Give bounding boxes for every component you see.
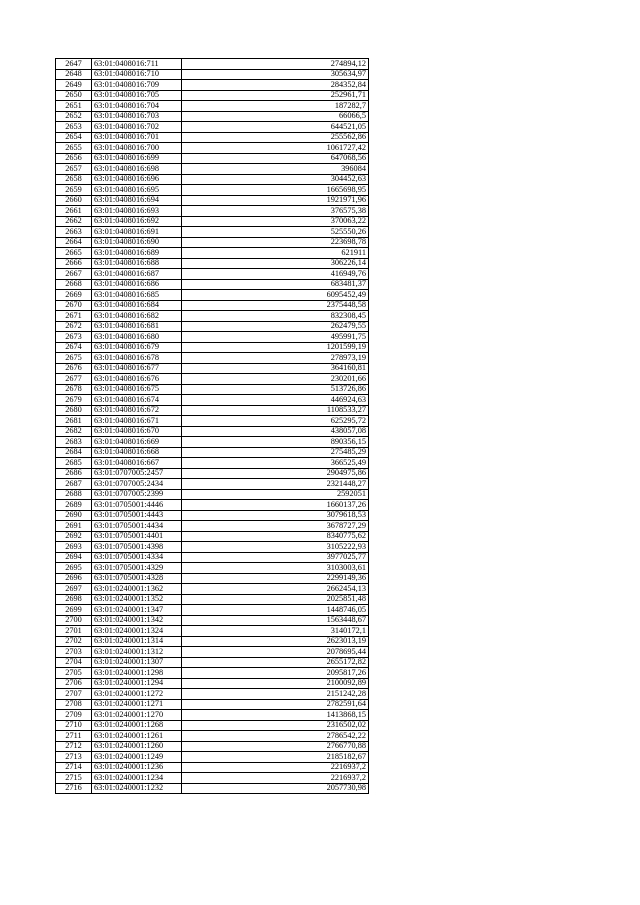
value-cell: 2592051 <box>182 489 369 500</box>
row-number-cell: 2676 <box>56 363 92 374</box>
cadastral-number-cell: 63:01:0408016:686 <box>92 279 182 290</box>
value-cell: 832308,45 <box>182 311 369 322</box>
value-cell: 275485,29 <box>182 447 369 458</box>
table-row <box>56 762 369 773</box>
cadastral-number-cell: 63:01:0408016:699 <box>92 153 182 164</box>
row-number-cell: 2698 <box>56 594 92 605</box>
row-number-cell: 2652 <box>56 111 92 122</box>
value-cell: 2216937,2 <box>182 773 369 784</box>
table-row <box>56 584 369 595</box>
row-number-cell: 2677 <box>56 374 92 385</box>
cadastral-number-cell: 63:01:0705001:4434 <box>92 521 182 532</box>
row-number-cell: 2697 <box>56 584 92 595</box>
value-cell: 370063,22 <box>182 216 369 227</box>
cadastral-number-cell: 63:01:0408016:677 <box>92 363 182 374</box>
value-cell: 2623013,19 <box>182 636 369 647</box>
table-row <box>56 405 369 416</box>
row-number-cell: 2702 <box>56 636 92 647</box>
value-cell: 364160,81 <box>182 363 369 374</box>
cadastral-number-cell: 63:01:0408016:705 <box>92 90 182 101</box>
table-row <box>56 174 369 185</box>
value-cell: 6095452,49 <box>182 290 369 301</box>
cadastral-number-cell: 63:01:0408016:690 <box>92 237 182 248</box>
cadastral-number-cell: 63:01:0240001:1271 <box>92 699 182 710</box>
cadastral-number-cell: 63:01:0240001:1307 <box>92 657 182 668</box>
row-number-cell: 2706 <box>56 678 92 689</box>
cadastral-number-cell: 63:01:0408016:689 <box>92 248 182 259</box>
cadastral-number-cell: 63:01:0408016:704 <box>92 101 182 112</box>
row-number-cell: 2712 <box>56 741 92 752</box>
cadastral-number-cell: 63:01:0707005:2399 <box>92 489 182 500</box>
value-cell: 2375448,58 <box>182 300 369 311</box>
cadastral-number-cell: 63:01:0240001:1270 <box>92 710 182 721</box>
value-cell: 304452,63 <box>182 174 369 185</box>
table-row <box>56 531 369 542</box>
row-number-cell: 2651 <box>56 101 92 112</box>
value-cell: 495991,75 <box>182 332 369 343</box>
cadastral-number-cell: 63:01:0408016:698 <box>92 164 182 175</box>
cadastral-number-cell: 63:01:0705001:4334 <box>92 552 182 563</box>
table-row <box>56 500 369 511</box>
value-cell: 3977025,77 <box>182 552 369 563</box>
row-number-cell: 2703 <box>56 647 92 658</box>
table-row <box>56 143 369 154</box>
cadastral-number-cell: 63:01:0408016:678 <box>92 353 182 364</box>
table-row <box>56 636 369 647</box>
cadastral-number-cell: 63:01:0240001:1260 <box>92 741 182 752</box>
cadastral-number-cell: 63:01:0240001:1314 <box>92 636 182 647</box>
table-row <box>56 447 369 458</box>
cadastral-number-cell: 63:01:0240001:1249 <box>92 752 182 763</box>
cadastral-number-cell: 63:01:0408016:672 <box>92 405 182 416</box>
row-number-cell: 2679 <box>56 395 92 406</box>
value-cell: 3079618,53 <box>182 510 369 521</box>
cadastral-number-cell: 63:01:0408016:687 <box>92 269 182 280</box>
row-number-cell: 2647 <box>56 59 92 70</box>
table-row <box>56 311 369 322</box>
value-cell: 3103003,61 <box>182 563 369 574</box>
value-cell: 2786542,22 <box>182 731 369 742</box>
cadastral-number-cell: 63:01:0705001:4443 <box>92 510 182 521</box>
cadastral-number-cell: 63:01:0408016:691 <box>92 227 182 238</box>
table-row <box>56 111 369 122</box>
cadastral-number-cell: 63:01:0705001:4446 <box>92 500 182 511</box>
cadastral-number-cell: 63:01:0408016:700 <box>92 143 182 154</box>
cadastral-number-cell: 63:01:0408016:696 <box>92 174 182 185</box>
value-cell: 2216937,2 <box>182 762 369 773</box>
table-row <box>56 437 369 448</box>
row-number-cell: 2672 <box>56 321 92 332</box>
table-row <box>56 720 369 731</box>
row-number-cell: 2685 <box>56 458 92 469</box>
value-cell: 1061727,42 <box>182 143 369 154</box>
row-number-cell: 2700 <box>56 615 92 626</box>
table-row <box>56 195 369 206</box>
table-row <box>56 552 369 563</box>
table-row <box>56 668 369 679</box>
value-cell: 2185182,67 <box>182 752 369 763</box>
value-cell: 2321448,27 <box>182 479 369 490</box>
value-cell: 8340775,62 <box>182 531 369 542</box>
row-number-cell: 2650 <box>56 90 92 101</box>
table-row <box>56 647 369 658</box>
row-number-cell: 2701 <box>56 626 92 637</box>
row-number-cell: 2715 <box>56 773 92 784</box>
cadastral-number-cell: 63:01:0707005:2434 <box>92 479 182 490</box>
table-row <box>56 458 369 469</box>
row-number-cell: 2667 <box>56 269 92 280</box>
cadastral-number-cell: 63:01:0408016:667 <box>92 458 182 469</box>
table-body <box>56 59 369 794</box>
row-number-cell: 2708 <box>56 699 92 710</box>
table-row <box>56 605 369 616</box>
table-row <box>56 206 369 217</box>
row-number-cell: 2716 <box>56 783 92 794</box>
cadastral-number-cell: 63:01:0705001:4398 <box>92 542 182 553</box>
cadastral-number-cell: 63:01:0705001:4328 <box>92 573 182 584</box>
value-cell: 625295,72 <box>182 416 369 427</box>
table-row <box>56 510 369 521</box>
row-number-cell: 2674 <box>56 342 92 353</box>
row-number-cell: 2710 <box>56 720 92 731</box>
table-row <box>56 741 369 752</box>
value-cell: 366525,49 <box>182 458 369 469</box>
value-cell: 2095817,26 <box>182 668 369 679</box>
value-cell: 2025851,48 <box>182 594 369 605</box>
table-row <box>56 783 369 794</box>
table-row <box>56 59 369 70</box>
value-cell: 1660137,26 <box>182 500 369 511</box>
cadastral-number-cell: 63:01:0240001:1298 <box>92 668 182 679</box>
row-number-cell: 2678 <box>56 384 92 395</box>
table-row <box>56 731 369 742</box>
row-number-cell: 2655 <box>56 143 92 154</box>
row-number-cell: 2665 <box>56 248 92 259</box>
table-row <box>56 678 369 689</box>
row-number-cell: 2694 <box>56 552 92 563</box>
value-cell: 262479,55 <box>182 321 369 332</box>
value-cell: 3140172,1 <box>182 626 369 637</box>
value-cell: 2078695,44 <box>182 647 369 658</box>
value-cell: 66066,5 <box>182 111 369 122</box>
value-cell: 187282,7 <box>182 101 369 112</box>
table-row <box>56 269 369 280</box>
table-row <box>56 521 369 532</box>
cadastral-number-cell: 63:01:0408016:711 <box>92 59 182 70</box>
row-number-cell: 2692 <box>56 531 92 542</box>
table-row <box>56 122 369 133</box>
cadastral-number-cell: 63:01:0240001:1261 <box>92 731 182 742</box>
cadastral-number-cell: 63:01:0240001:1272 <box>92 689 182 700</box>
row-number-cell: 2663 <box>56 227 92 238</box>
row-number-cell: 2687 <box>56 479 92 490</box>
row-number-cell: 2669 <box>56 290 92 301</box>
table-row <box>56 279 369 290</box>
value-cell: 2655172,82 <box>182 657 369 668</box>
value-cell: 305634,97 <box>182 69 369 80</box>
table-row <box>56 353 369 364</box>
table-row <box>56 426 369 437</box>
cadastral-number-cell: 63:01:0408016:703 <box>92 111 182 122</box>
cadastral-number-cell: 63:01:0408016:682 <box>92 311 182 322</box>
value-cell: 223698,78 <box>182 237 369 248</box>
cadastral-value-table <box>55 58 369 794</box>
row-number-cell: 2714 <box>56 762 92 773</box>
table-row <box>56 185 369 196</box>
table-row <box>56 479 369 490</box>
table-row <box>56 342 369 353</box>
table-row <box>56 573 369 584</box>
value-cell: 890356,15 <box>182 437 369 448</box>
row-number-cell: 2690 <box>56 510 92 521</box>
value-cell: 1448746,05 <box>182 605 369 616</box>
row-number-cell: 2688 <box>56 489 92 500</box>
row-number-cell: 2673 <box>56 332 92 343</box>
value-cell: 513726,86 <box>182 384 369 395</box>
cadastral-number-cell: 63:01:0408016:674 <box>92 395 182 406</box>
table-row <box>56 69 369 80</box>
cadastral-number-cell: 63:01:0408016:688 <box>92 258 182 269</box>
value-cell: 1201599,19 <box>182 342 369 353</box>
value-cell: 2151242,28 <box>182 689 369 700</box>
cadastral-number-cell: 63:01:0408016:669 <box>92 437 182 448</box>
table-row <box>56 216 369 227</box>
value-cell: 2904975,86 <box>182 468 369 479</box>
row-number-cell: 2689 <box>56 500 92 511</box>
value-cell: 3105222,93 <box>182 542 369 553</box>
table-row <box>56 489 369 500</box>
row-number-cell: 2660 <box>56 195 92 206</box>
table-row <box>56 290 369 301</box>
row-number-cell: 2675 <box>56 353 92 364</box>
value-cell: 252961,71 <box>182 90 369 101</box>
value-cell: 1665698,95 <box>182 185 369 196</box>
row-number-cell: 2696 <box>56 573 92 584</box>
cadastral-number-cell: 63:01:0240001:1232 <box>92 783 182 794</box>
row-number-cell: 2656 <box>56 153 92 164</box>
cadastral-number-cell: 63:01:0408016:679 <box>92 342 182 353</box>
row-number-cell: 2657 <box>56 164 92 175</box>
cadastral-number-cell: 63:01:0408016:670 <box>92 426 182 437</box>
cadastral-number-cell: 63:01:0240001:1268 <box>92 720 182 731</box>
table-row <box>56 563 369 574</box>
table-row <box>56 773 369 784</box>
row-number-cell: 2713 <box>56 752 92 763</box>
value-cell: 647068,56 <box>182 153 369 164</box>
cadastral-number-cell: 63:01:0240001:1352 <box>92 594 182 605</box>
table-row <box>56 248 369 259</box>
table-row <box>56 132 369 143</box>
cadastral-number-cell: 63:01:0240001:1234 <box>92 773 182 784</box>
table-row <box>56 752 369 763</box>
row-number-cell: 2659 <box>56 185 92 196</box>
cadastral-number-cell: 63:01:0408016:680 <box>92 332 182 343</box>
table-row <box>56 80 369 91</box>
value-cell: 2662454,13 <box>182 584 369 595</box>
value-cell: 396084 <box>182 164 369 175</box>
table-row <box>56 542 369 553</box>
value-cell: 1563448,67 <box>182 615 369 626</box>
cadastral-number-cell: 63:01:0408016:701 <box>92 132 182 143</box>
table-row <box>56 615 369 626</box>
value-cell: 2316502,02 <box>182 720 369 731</box>
value-cell: 230201,66 <box>182 374 369 385</box>
row-number-cell: 2680 <box>56 405 92 416</box>
value-cell: 644521,05 <box>182 122 369 133</box>
table-row <box>56 710 369 721</box>
table-row <box>56 363 369 374</box>
value-cell: 255562,86 <box>182 132 369 143</box>
value-cell: 278973,19 <box>182 353 369 364</box>
cadastral-number-cell: 63:01:0408016:675 <box>92 384 182 395</box>
row-number-cell: 2705 <box>56 668 92 679</box>
cadastral-number-cell: 63:01:0705001:4329 <box>92 563 182 574</box>
row-number-cell: 2707 <box>56 689 92 700</box>
value-cell: 274894,12 <box>182 59 369 70</box>
cadastral-number-cell: 63:01:0408016:709 <box>92 80 182 91</box>
table-row <box>56 689 369 700</box>
table-row <box>56 153 369 164</box>
value-cell: 621911 <box>182 248 369 259</box>
cadastral-number-cell: 63:01:0240001:1294 <box>92 678 182 689</box>
value-cell: 2782591,64 <box>182 699 369 710</box>
table-row <box>56 164 369 175</box>
row-number-cell: 2661 <box>56 206 92 217</box>
value-cell: 525550,26 <box>182 227 369 238</box>
table-row <box>56 699 369 710</box>
cadastral-number-cell: 63:01:0240001:1236 <box>92 762 182 773</box>
table-row <box>56 468 369 479</box>
cadastral-number-cell: 63:01:0408016:695 <box>92 185 182 196</box>
value-cell: 446924,63 <box>182 395 369 406</box>
row-number-cell: 2709 <box>56 710 92 721</box>
value-cell: 438057,08 <box>182 426 369 437</box>
row-number-cell: 2653 <box>56 122 92 133</box>
cadastral-number-cell: 63:01:0408016:668 <box>92 447 182 458</box>
value-cell: 2057730,98 <box>182 783 369 794</box>
cadastral-number-cell: 63:01:0408016:693 <box>92 206 182 217</box>
table-row <box>56 237 369 248</box>
table-row <box>56 594 369 605</box>
table-row <box>56 332 369 343</box>
value-cell: 306226,14 <box>182 258 369 269</box>
cadastral-number-cell: 63:01:0408016:685 <box>92 290 182 301</box>
value-cell: 376575,38 <box>182 206 369 217</box>
cadastral-number-cell: 63:01:0707005:2457 <box>92 468 182 479</box>
row-number-cell: 2683 <box>56 437 92 448</box>
cadastral-number-cell: 63:01:0408016:702 <box>92 122 182 133</box>
value-cell: 1921971,96 <box>182 195 369 206</box>
cadastral-number-cell: 63:01:0408016:692 <box>92 216 182 227</box>
row-number-cell: 2648 <box>56 69 92 80</box>
row-number-cell: 2691 <box>56 521 92 532</box>
row-number-cell: 2668 <box>56 279 92 290</box>
table-row <box>56 395 369 406</box>
value-cell: 683481,37 <box>182 279 369 290</box>
table-row <box>56 300 369 311</box>
cadastral-number-cell: 63:01:0408016:676 <box>92 374 182 385</box>
row-number-cell: 2693 <box>56 542 92 553</box>
row-number-cell: 2695 <box>56 563 92 574</box>
row-number-cell: 2684 <box>56 447 92 458</box>
row-number-cell: 2671 <box>56 311 92 322</box>
table-row <box>56 90 369 101</box>
cadastral-number-cell: 63:01:0408016:710 <box>92 69 182 80</box>
table-row <box>56 416 369 427</box>
row-number-cell: 2704 <box>56 657 92 668</box>
value-cell: 2100092,89 <box>182 678 369 689</box>
cadastral-number-cell: 63:01:0240001:1312 <box>92 647 182 658</box>
row-number-cell: 2666 <box>56 258 92 269</box>
row-number-cell: 2658 <box>56 174 92 185</box>
row-number-cell: 2664 <box>56 237 92 248</box>
value-cell: 2766770,88 <box>182 741 369 752</box>
row-number-cell: 2699 <box>56 605 92 616</box>
cadastral-number-cell: 63:01:0408016:684 <box>92 300 182 311</box>
value-cell: 1413868,15 <box>182 710 369 721</box>
table-row <box>56 227 369 238</box>
value-cell: 284352,84 <box>182 80 369 91</box>
cadastral-number-cell: 63:01:0240001:1324 <box>92 626 182 637</box>
value-cell: 416949,76 <box>182 269 369 280</box>
row-number-cell: 2662 <box>56 216 92 227</box>
row-number-cell: 2681 <box>56 416 92 427</box>
table-row <box>56 657 369 668</box>
table-row <box>56 384 369 395</box>
value-cell: 2299149,36 <box>182 573 369 584</box>
row-number-cell: 2711 <box>56 731 92 742</box>
row-number-cell: 2670 <box>56 300 92 311</box>
value-cell: 1108533,27 <box>182 405 369 416</box>
cadastral-number-cell: 63:01:0240001:1342 <box>92 615 182 626</box>
table-row <box>56 321 369 332</box>
row-number-cell: 2654 <box>56 132 92 143</box>
cadastral-number-cell: 63:01:0240001:1347 <box>92 605 182 616</box>
table-row <box>56 626 369 637</box>
cadastral-number-cell: 63:01:0408016:671 <box>92 416 182 427</box>
value-cell: 3678727,29 <box>182 521 369 532</box>
cadastral-number-cell: 63:01:0408016:681 <box>92 321 182 332</box>
cadastral-number-cell: 63:01:0705001:4401 <box>92 531 182 542</box>
table-row <box>56 374 369 385</box>
cadastral-number-cell: 63:01:0408016:694 <box>92 195 182 206</box>
row-number-cell: 2686 <box>56 468 92 479</box>
table-row <box>56 101 369 112</box>
row-number-cell: 2649 <box>56 80 92 91</box>
row-number-cell: 2682 <box>56 426 92 437</box>
cadastral-number-cell: 63:01:0240001:1362 <box>92 584 182 595</box>
table-row <box>56 258 369 269</box>
